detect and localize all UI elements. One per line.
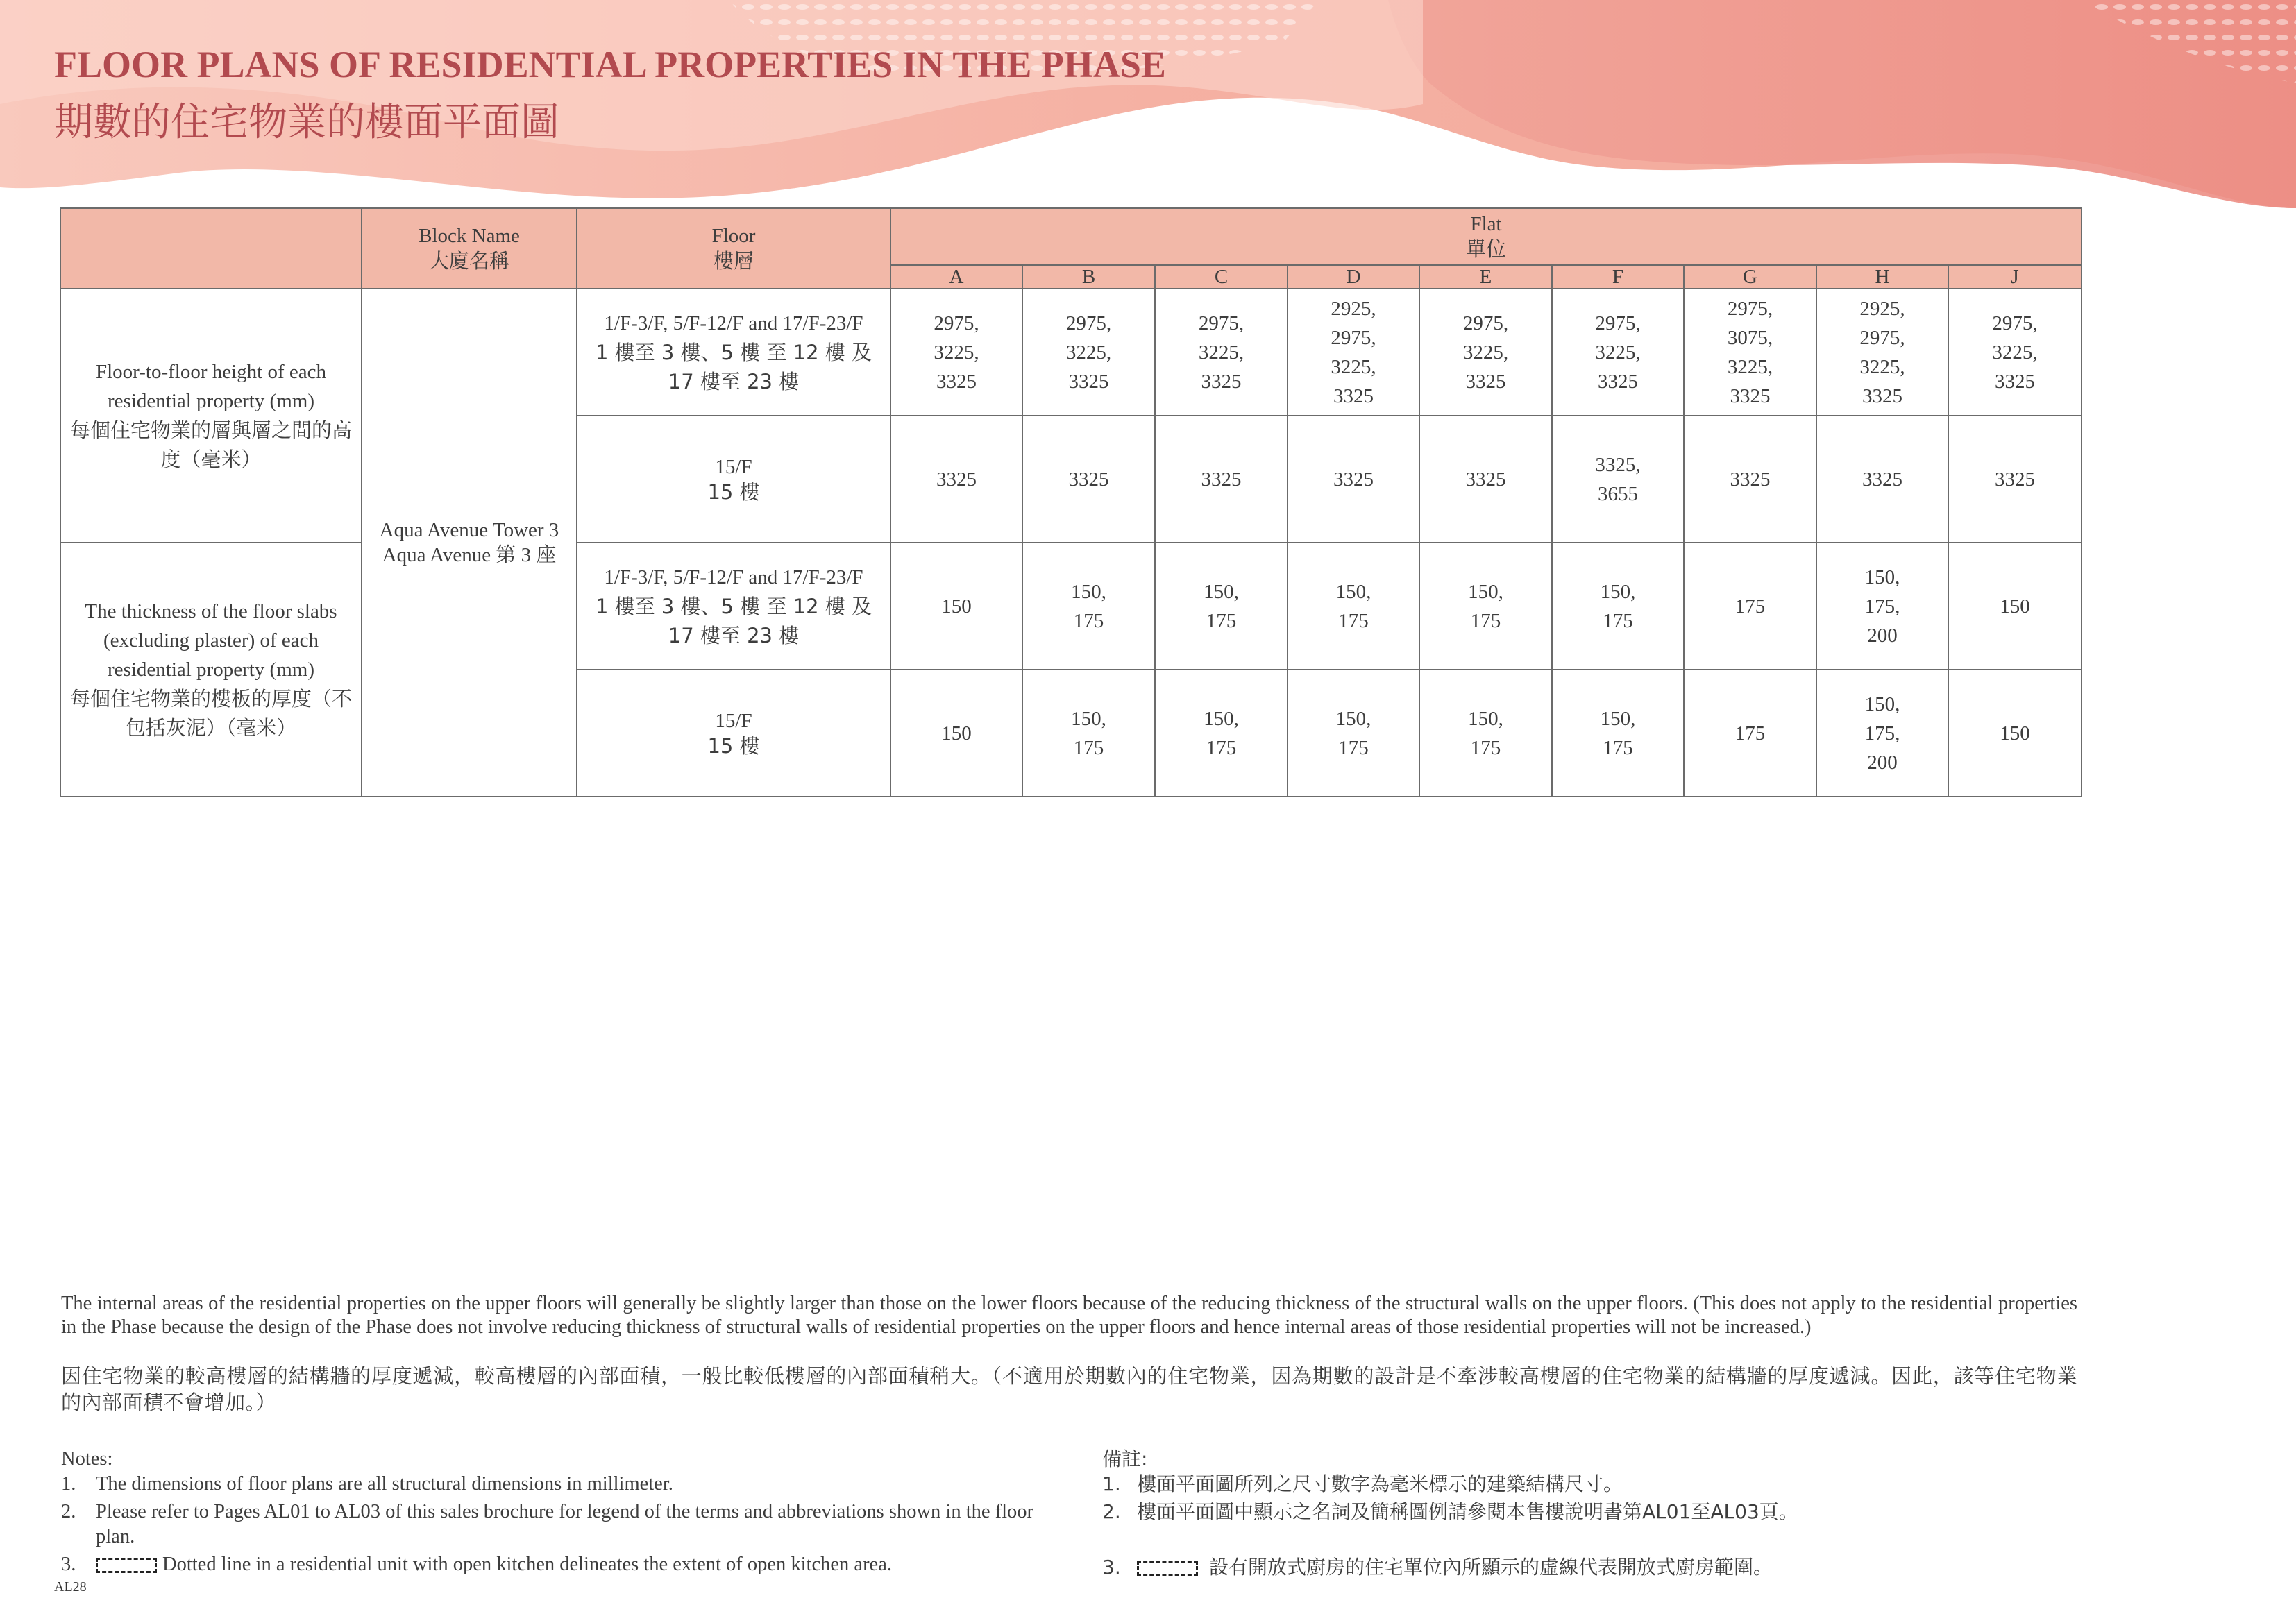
header-blank-cell [60, 208, 362, 289]
floor-typical-zh-2: 17 樓至 23 樓 [668, 369, 800, 393]
value-cell [1155, 416, 1288, 543]
height-label-zh: 每個住宅物業的層與層之間的高度（毫米） [69, 418, 352, 471]
value-cell [1419, 416, 1552, 543]
value-cell [1022, 670, 1155, 797]
value-cell [1022, 416, 1155, 543]
value-cell [1419, 543, 1552, 670]
value-cell [1288, 670, 1419, 797]
note-text: The dimensions of floor plans are all structural dimensions in millimeter. [96, 1473, 673, 1495]
value-cell [1684, 416, 1816, 543]
value-line: 150, [1468, 580, 1503, 603]
value-cell [1684, 670, 1816, 797]
value-cell [1288, 289, 1419, 416]
value-line: 175 [1338, 609, 1369, 632]
header-flat [890, 208, 2082, 265]
note-text: Please refer to Pages AL01 to AL03 of this sales brochure for legend of the terms and abbreviations shown in the floor plan. [96, 1501, 1034, 1547]
note-item-zh [1102, 1472, 2088, 1497]
floor-cell-typical [577, 289, 890, 416]
table-header-row [60, 208, 2082, 265]
value-line: 3325 [1862, 468, 1902, 491]
value-cell [1288, 543, 1419, 670]
value-line: 150 [2000, 722, 2030, 745]
value-cell [1155, 289, 1288, 416]
value-line: 2975, [1065, 312, 1112, 334]
note-number: 1. [1102, 1472, 1121, 1495]
table-row-height-typical [60, 289, 2082, 416]
value-line: 150, [1600, 580, 1636, 603]
block-value-en: Aqua Avenue Tower 3 [379, 519, 559, 541]
value-cell [1948, 289, 2082, 416]
value-line: 2975, [1859, 326, 1905, 349]
value-line: 2925, [1859, 297, 1905, 320]
page-title-en: FLOOR PLANS OF RESIDENTIAL PROPERTIES IN THE PHASE [54, 44, 1166, 85]
value-line: 3325 [1068, 370, 1109, 393]
value-line: 150, [1864, 692, 1900, 715]
value-line: 3225, [1595, 341, 1641, 364]
block-value-zh: Aqua Avenue 第 3 座 [382, 544, 557, 566]
value-line: 175, [1864, 595, 1900, 618]
block-name-zh: 大廈名稱 [428, 249, 509, 273]
value-cell [1552, 289, 1684, 416]
header-block-name [362, 208, 577, 289]
value-cell [1816, 289, 1948, 416]
floor-15f-en: 15/F [715, 709, 752, 732]
value-line: 3655 [1598, 482, 1638, 505]
value-line: 150, [1335, 580, 1371, 603]
value-line: 150, [1468, 707, 1503, 730]
note-number: 1. [61, 1473, 76, 1495]
value-line: 3225, [1859, 355, 1905, 378]
value-line: 3325 [1598, 370, 1638, 393]
flat-letter: J [1948, 265, 2082, 289]
value-line: 200 [1867, 751, 1898, 774]
value-line: 3325 [1730, 384, 1771, 407]
remark-en: The internal areas of the residential properties on the upper floors will generally be slightly larger than those on the lower floors because of the reducing thickness of the structural walls on the upper floors. (This does not apply to the residential properties in the Phase because the design of the Phase does not involve reducing thickness of structural walls of residential properties on the upper floors and hence internal areas of those residential properties will not be increased.) [61, 1293, 2077, 1338]
value-line: 150, [1204, 707, 1239, 730]
value-cell [1816, 670, 1948, 797]
note-text: 設有開放式廚房的住宅單位內所顯示的虛線代表開放式廚房範圍。 [1209, 1556, 1773, 1579]
value-line: 200 [1867, 624, 1898, 647]
note-item-en [61, 1552, 1047, 1577]
block-name-en: Block Name [419, 225, 520, 247]
value-cell [1419, 670, 1552, 797]
flat-letter: D [1288, 265, 1419, 289]
notes-heading-en: Notes: [61, 1448, 113, 1470]
value-cell [1155, 543, 1288, 670]
notes-zh [1102, 1447, 2088, 1580]
value-line: 175 [1734, 595, 1766, 618]
notes-heading-zh: 備註: [1102, 1447, 1148, 1470]
note-number: 3. [61, 1554, 76, 1575]
value-line: 3325 [1068, 468, 1109, 491]
value-line: 2925, [1331, 297, 1376, 320]
value-cell [1948, 416, 2082, 543]
value-line: 2975, [1462, 312, 1509, 334]
floor-typical-zh-1: 1 樓至 3 樓、5 樓 至 12 樓 及 [596, 594, 872, 618]
value-line: 2975, [1727, 297, 1773, 320]
value-line: 2975, [1331, 326, 1376, 349]
floor-header-en: Floor [711, 225, 756, 247]
block-name-cell [362, 289, 577, 797]
value-line: 150, [1600, 707, 1636, 730]
notes-en [61, 1447, 1047, 1577]
flat-header-en: Flat [1470, 213, 1502, 235]
value-line: 3325 [1862, 384, 1902, 407]
value-cell [1552, 670, 1684, 797]
value-cell [890, 289, 1022, 416]
value-line: 175 [1603, 736, 1633, 759]
value-line: 2975, [1198, 312, 1244, 334]
value-line: 3325, [1595, 453, 1641, 476]
note-number: 2. [1102, 1500, 1121, 1523]
value-line: 175 [1073, 609, 1104, 632]
value-line: 150, [1071, 707, 1106, 730]
value-line: 2975, [1595, 312, 1641, 334]
header-floor [577, 208, 890, 289]
floor-15f-zh: 15 樓 [707, 479, 760, 504]
value-cell [1419, 289, 1552, 416]
value-line: 175 [1206, 736, 1237, 759]
value-line: 3225, [1065, 341, 1112, 364]
value-cell [1684, 289, 1816, 416]
note-item-en [61, 1499, 1047, 1549]
specification-table [60, 207, 2082, 797]
floor-15f-en: 15/F [715, 455, 752, 478]
flat-letter: C [1155, 265, 1288, 289]
height-row-label [60, 289, 362, 543]
dotted-line-legend-icon [1137, 1561, 1198, 1576]
value-cell [1816, 416, 1948, 543]
value-cell [1022, 543, 1155, 670]
value-line: 3225, [934, 341, 979, 364]
note-text: 樓面平面圖所列之尺寸數字為毫米標示的建築結構尺寸。 [1137, 1472, 1623, 1495]
slab-row-label [60, 543, 362, 797]
floor-typical-zh-1: 1 樓至 3 樓、5 樓 至 12 樓 及 [596, 340, 872, 364]
value-line: 150, [1335, 707, 1371, 730]
value-line: 3325 [936, 468, 977, 491]
value-line: 175 [1734, 722, 1766, 745]
page-number: AL28 [54, 1579, 87, 1595]
height-label-en: Floor-to-floor height of each residential property (mm) [95, 361, 326, 412]
flat-letter: G [1684, 265, 1816, 289]
value-line: 150, [1204, 580, 1239, 603]
value-cell [1288, 416, 1419, 543]
value-line: 3325 [1201, 468, 1242, 491]
floor-cell-typical [577, 543, 890, 670]
value-line: 2975, [1992, 312, 2038, 334]
dotted-line-legend-icon [96, 1558, 157, 1573]
note-item-zh [1102, 1499, 2088, 1524]
value-line: 3325 [1333, 468, 1374, 491]
value-cell [1552, 416, 1684, 543]
value-line: 175 [1338, 736, 1369, 759]
value-line: 175 [1206, 609, 1237, 632]
value-line: 3325 [1465, 370, 1506, 393]
value-line: 3225, [1462, 341, 1509, 364]
value-cell [1155, 670, 1288, 797]
value-cell [1948, 543, 2082, 670]
slab-label-en: The thickness of the floor slabs (excluding plaster) of each residential property (mm) [85, 600, 337, 681]
floor-15f-zh: 15 樓 [707, 733, 760, 758]
value-line: 150, [1864, 566, 1900, 588]
flat-letter: E [1419, 265, 1552, 289]
value-line: 175 [1073, 736, 1104, 759]
value-line: 175, [1864, 722, 1900, 745]
value-line: 150 [2000, 595, 2030, 618]
note-item-zh [1102, 1555, 2088, 1580]
note-item-en [61, 1472, 1047, 1497]
value-line: 150 [941, 595, 972, 618]
flat-header-zh: 單位 [1466, 237, 1507, 261]
floor-cell-15f [577, 416, 890, 543]
value-cell [1816, 543, 1948, 670]
value-cell [1684, 543, 1816, 670]
value-line: 3325 [1995, 468, 2035, 491]
flat-letter: H [1816, 265, 1948, 289]
value-line: 3225, [1331, 355, 1376, 378]
value-line: 3325 [936, 370, 977, 393]
value-cell [890, 670, 1022, 797]
flat-letter: F [1552, 265, 1684, 289]
slab-label-zh: 每個住宅物業的樓板的厚度（不包括灰泥）（毫米） [69, 687, 352, 740]
value-line: 3075, [1727, 326, 1773, 349]
flat-letter: A [890, 265, 1022, 289]
value-line: 3325 [1995, 370, 2035, 393]
note-number: 3. [1102, 1556, 1121, 1579]
value-line: 3225, [1727, 355, 1773, 378]
note-text: Dotted line in a residential unit with open kitchen delineates the extent of open kitchen area. [162, 1554, 892, 1575]
note-number: 2. [61, 1501, 76, 1522]
value-cell [1948, 670, 2082, 797]
value-line: 150 [941, 722, 972, 745]
floor-cell-15f [577, 670, 890, 797]
value-line: 150, [1071, 580, 1106, 603]
value-cell [890, 416, 1022, 543]
value-cell [1552, 543, 1684, 670]
value-line: 3325 [1465, 468, 1506, 491]
floor-typical-en: 1/F-3/F, 5/F-12/F and 17/F-23/F [604, 312, 863, 334]
value-line: 175 [1470, 609, 1501, 632]
floor-typical-zh-2: 17 樓至 23 樓 [668, 623, 800, 647]
page-title-zh: 期數的住宅物業的樓面平面圖 [54, 100, 559, 145]
value-cell [1022, 289, 1155, 416]
remark-zh: 因住宅物業的較高樓層的結構牆的厚度遞減，較高樓層的內部面積，一般比較低樓層的內部面積稍大。（不適用於期數內的住宅物業，因為期數的設計是不牽涉較高樓層的住宅物業的結構牆的厚度遞減。因此，該等住宅物業的內部面積不會增加。） [61, 1364, 2077, 1414]
floor-typical-en: 1/F-3/F, 5/F-12/F and 17/F-23/F [604, 566, 863, 588]
value-line: 3325 [1333, 384, 1374, 407]
value-line: 3225, [1992, 341, 2038, 364]
value-line: 2975, [934, 312, 979, 334]
value-line: 3325 [1201, 370, 1242, 393]
value-line: 175 [1470, 736, 1501, 759]
value-line: 175 [1603, 609, 1633, 632]
value-line: 3325 [1730, 468, 1771, 491]
flat-letter: B [1022, 265, 1155, 289]
value-cell [890, 543, 1022, 670]
note-text: 樓面平面圖中顯示之名詞及簡稱圖例請參閱本售樓說明書第AL01至AL03頁。 [1137, 1500, 1798, 1523]
floor-header-zh: 樓層 [713, 249, 754, 273]
value-line: 3225, [1198, 341, 1244, 364]
